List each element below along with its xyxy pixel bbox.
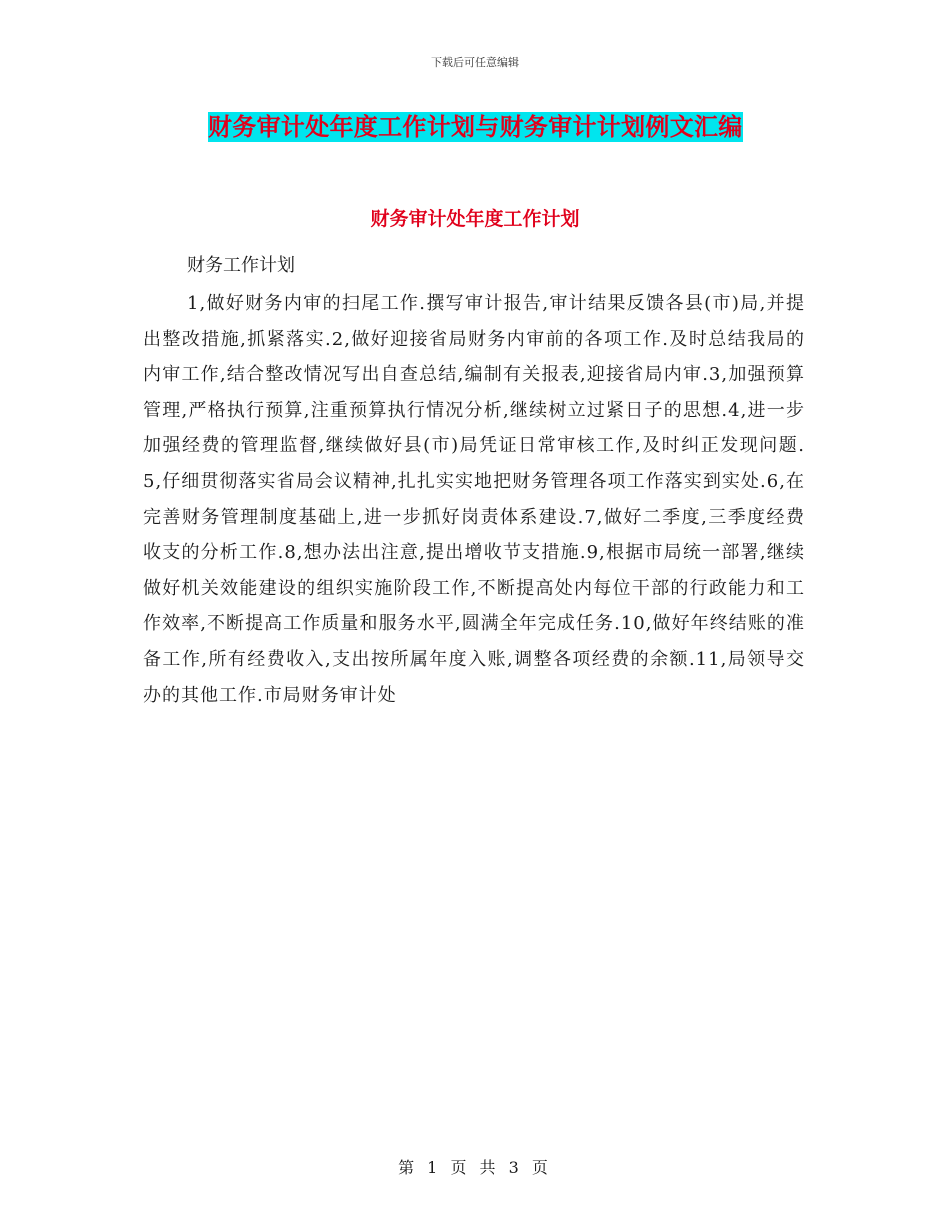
sub-title: 财务审计处年度工作计划 bbox=[370, 208, 580, 230]
section-label: 财务工作计划 bbox=[187, 255, 295, 276]
main-title: 财务审计处年度工作计划与财务审计计划例文汇编 bbox=[208, 113, 743, 141]
page-number-footer: 第 1 页 共 3 页 bbox=[398, 1158, 552, 1177]
main-title-container bbox=[208, 112, 788, 142]
page-header-note: 下载后可任意编辑 bbox=[431, 56, 519, 69]
body-paragraph: 1,做好财务内审的扫尾工作.撰写审计报告,审计结果反馈各县(市)局,并提出整改措施,抓紧落实.2,做好迎接省局财务内审前的各项工作.及时总结我局的内审工作,结合整改情况写出自查总结,编制有关报表,迎接省局内审.3,加强预算管理,严格执行预算,注重预算执行情况分析,继续树立过紧日子的思想.4,进一步加强经费的管理监督,继续做好县(市)局凭证日常审核工作,及时纠正发现问题.5,仔细贯彻落实省局会议精神,扎扎实实地把财务管理各项工作落实到实处.6,在完善财务管理制度基础上,进一步抓好岗责体系建设.7,做好二季度,三季度经费收支的分析工作.8,想办法出注意,提出增收节支措施.9,根据市局统一部署,继续做好机关效能建设的组织实施阶段工作,不断提高处内每位干部的行政能力和工作效率,不断提高工作质量和服务水平,圆满全年完成任务.10,做好年终结账的准备工作,所有经费收入,支出按所属年度入账,调整各项经费的余额.11,局领导交办的其他工作.市局财务审计处 bbox=[143, 293, 805, 706]
